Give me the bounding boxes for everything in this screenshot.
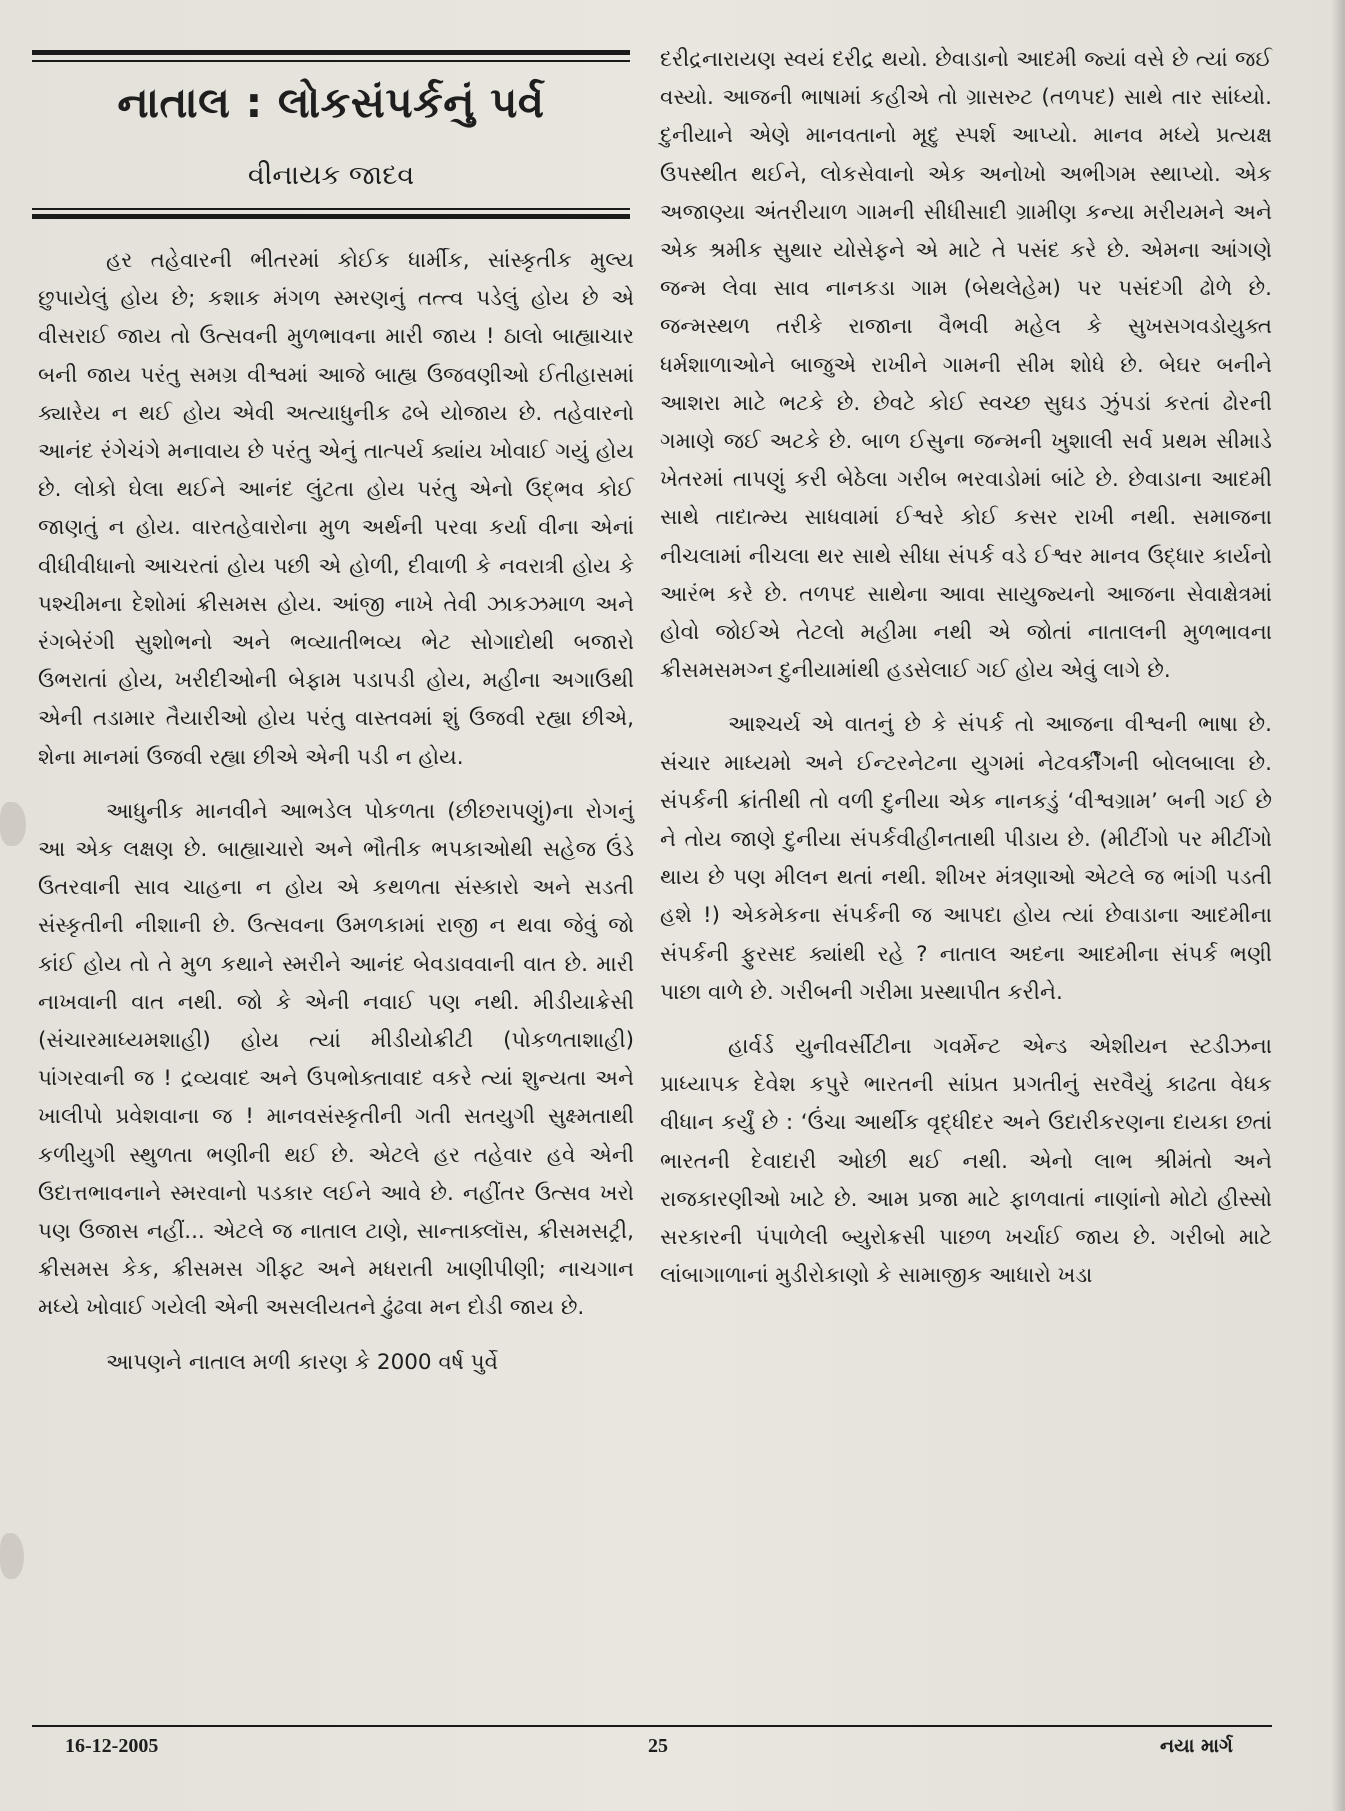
right-paragraph-3: હાર્વર્ડ યુનીવર્સીટીના ગવર્મેન્ટ એન્ડ એશીયન સ્ટડીઝના પ્રાધ્યાપક દેવેશ કપુરે ભારતની સાંપ્રત પ્રગતીનું સરવૈયું કાઢતા વેધક વીધાન કર્યું છે : ‘ઉંચા આર્થીક વૃદ્ધીદર અને ઉદારીકરણના દાયકા છતાં ભારતની દેવાદારી ઓછી થઈ નથી. એનો લાભ શ્રીમંતો અને રાજકારણીઓ ખાટે છે. આમ પ્રજા માટે ફાળવાતાં નાણાંનો મોટો હીસ્સો સરકારની પંપાળેલી બ્યુરોક્રસી પાછળ ખર્ચાઈ જાય છે. ગરીબો માટે લાંબાગાળાનાં મુડીરોકાણો કે સામાજીક આધારો ખડા	[660, 1034, 1272, 1289]
right-paragraph-2: આશ્ચર્ય એ વાતનું છે કે સંપર્ક તો આજના વીશ્વની ભાષા છે. સંચાર માધ્યમો અને ઈન્ટરનેટના યુગમાં નેટવર્કીંગની બોલબાલા છે. સંપર્કની ક્રાંતીથી તો વળી દુનીયા એક નાનકડું ‘વીશ્વગ્રામ’ બની ગઈ છે ને તોય જાણે દુનીયા સંપર્કવીહીનતાથી પીડાય છે. (મીટીંગો પર મીટીંગો થાય છે પણ મીલન થતાં નથી. શીખર મંત્રણાઓ એટલે જ ભાંગી પડતી હશે !) એકમેકના સંપર્કની જ આપદા હોય ત્યાં છેવાડાના આદમીના સંપર્કની ફુરસદ ક્યાંથી રહે ? નાતાલ અદના આદમીના સંપર્ક ભણી પાછા વાળે છે. ગરીબની ગરીમા પ્રસ્થાપીત કરીને.	[660, 712, 1272, 1005]
left-column	[38, 242, 634, 1398]
paper-tear-mark	[0, 1533, 24, 1579]
footer-magazine-name: નયા માર્ગ	[1160, 1735, 1233, 1757]
article-author: વીનાયક જાદવ	[247, 160, 415, 191]
footer-date: 16-12-2005	[65, 1735, 159, 1757]
footer-page-number: 25	[648, 1735, 668, 1757]
left-paragraph-2: આધુનીક માનવીને આભડેલ પોકળતા (છીછરાપણું)ના રોગનું આ એક લક્ષણ છે. બાહ્યાચારો અને ભૌતીક ભપકાઓથી સહેજ ઉંડે ઉતરવાની સાવ ચાહના ન હોય એ કથળતા સંસ્કારો અને સડતી સંસ્કૃતીની નીશાની છે. ઉત્સવના ઉમળકામાં રાજી ન થવા જેવું જો કાંઈ હોય તો તે મુળ કથાને સ્મરીને આનંદ બેવડાવવાની વાત છે. મારી નાખવાની વાત નથી. જો કે એની નવાઈ પણ નથી. મીડીયાક્રેસી (સંચારમાધ્યમશાહી) હોય ત્યાં મીડીયોક્રીટી (પોકળતાશાહી) પાંગરવાની જ ! દ્રવ્યવાદ અને ઉપભોક્તાવાદ વકરે ત્યાં શુન્યતા અને ખાલીપો પ્રવેશવાના જ ! માનવસંસ્કૃતીની ગતી સતયુગી સુક્ષ્મતાથી કળીયુગી સ્થુળતા ભણીની થઈ છે. એટલે હર તહેવાર હવે એની ઉદાત્તભાવનાને સ્મરવાનો પડકાર લઈને આવે છે. નહીંતર ઉત્સવ ખરો પણ ઉજાસ નહીં... એટલે જ નાતાલ ટાણે, સાન્તાક્લૉસ, ક્રીસમસટ્રી, ક્રીસમસ કેક, ક્રીસમસ ગીફ્ટ અને મધરાતી ખાણીપીણી; નાચગાન મધ્યે ખોવાઈ ગયેલી એની અસલીયતને ઢુંઢવા મન દોડી જાય છે.	[38, 798, 634, 1321]
page-footer	[0, 1735, 1345, 1775]
article-title: નાતાલ : લોકસંપર્કનું પર્વ	[117, 78, 545, 127]
page-edge-shadow	[1331, 0, 1345, 1811]
title-bottom-rule-thin	[32, 208, 630, 210]
left-paragraph-1: હર તહેવારની ભીતરમાં કોઈક ધાર્મીક, સાંસ્કૃતીક મુલ્ય છુપાયેલું હોય છે; કશાક મંગળ સ્મરણનું તત્ત્વ પડેલું હોય છે એ વીસરાઈ જાય તો ઉત્સવની મુળભાવના મારી જાય ! ઠાલો બાહ્યાચાર બની જાય પરંતુ સમગ્ર વીશ્વમાં આજે બાહ્ય ઉજવણીઓ ઈતીહાસમાં ક્યારેય ન થઈ હોય એવી અત્યાધુનીક ઢબે યોજાય છે. તહેવારનો આનંદ રંગેચંગે મનાવાય છે પરંતુ એનું તાત્પર્ય ક્યાંય ખોવાઈ ગયું હોય છે. લોકો ઘેલા થઈને આનંદ લુંટતા હોય પરંતુ એનો ઉદ્ભવ કોઈ જાણતું ન હોય. વારતહેવારોના મુળ અર્થની પરવા કર્યા વીના એનાં વીધીવીધાનો આચરતાં હોય પછી એ હોળી, દીવાળી કે નવરાત્રી હોય કે પશ્ચીમના દેશોમાં ક્રીસમસ હોય. આંજી નાખે તેવી ઝાકઝમાળ અને રંગબેરંગી સુશોભનો અને ભવ્યાતીભવ્ય ભેટ સોગાદોથી બજારો ઉભરાતાં હોય, ખરીદીઓની બેફામ પડાપડી હોય, મહીના અગાઉથી એની તડામાર તૈયારીઓ હોય પરંતુ વાસ્તવમાં શું ઉજવી રહ્યા છીએ, શેના માનમાં ઉજવી રહ્યા છીએ એની પડી ન હોય.	[38, 248, 634, 770]
left-paragraph-3: આપણને નાતાલ મળી કારણ કે 2000 વર્ષ પુર્વે	[106, 1349, 499, 1375]
title-top-rule	[32, 50, 630, 55]
right-column	[660, 41, 1272, 1312]
title-bottom-rule	[32, 214, 630, 219]
title-top-rule-thin	[32, 60, 630, 62]
footer-rule	[32, 1725, 1272, 1727]
right-paragraph-1: દરીદ્રનારાયણ સ્વયં દરીદ્ર થયો. છેવાડાનો આદમી જ્યાં વસે છે ત્યાં જઈ વસ્યો. આજની ભાષામાં કહીએ તો ગ્રાસરુટ (તળપદ) સાથે તાર સાંધ્યો. દુનીયાને એણે માનવતાનો મૃદુ સ્પર્શ આપ્યો. માનવ મધ્યે પ્રત્યક્ષ ઉપસ્થીત થઈને, લોકસેવાનો એક અનોખો અભીગમ સ્થાપ્યો. એક અજાણ્યા અંતરીયાળ ગામની સીધીસાદી ગ્રામીણ કન્યા મરીયમને અને એક શ્રમીક સુથાર યોસેફને એ માટે તે પસંદ કરે છે. એમના આંગણે જન્મ લેવા સાવ નાનકડા ગામ (બેથલેહેમ) પર પસંદગી ઢોળે છે. જન્મસ્થળ તરીકે રાજાના વૈભવી મહેલ કે સુખસગવડોયુક્ત ધર્મશાળાઓને બાજુએ રાખીને ગામની સીમ શોધે છે. બેઘર બનીને આશરા માટે ભટકે છે. છેવટે કોઈ સ્વચ્છ સુઘડ ઝુંપડાં કરતાં ઢોરની ગમાણે જઈ અટકે છે. બાળ ઈસુના જન્મની ખુશાલી સર્વ પ્રથમ સીમાડે ખેતરમાં તાપણું કરી બેઠેલા ગરીબ ભરવાડોમાં બાંટે છે. છેવાડાના આદમી સાથે તાદાત્મ્ય સાધવામાં ઈશ્વરે કોઈ કસર રાખી નથી. સમાજના નીચલામાં નીચલા થર સાથે સીધા સંપર્ક વડે ઈશ્વર માનવ ઉદ્ધાર કાર્યનો આરંભ કરે છે. તળપદ સાથેના આવા સાયુજ્યનો આજના સેવાક્ષેત્રમાં હોવો જોઈએ તેટલો મહીમા નથી એ જોતાં નાતાલની મુળભાવના ક્રીસમસમગ્ન દુનીયામાંથી હડસેલાઈ ગઈ હોય એવું લાગે છે.	[660, 47, 1272, 684]
paper-tear-mark	[0, 802, 26, 846]
